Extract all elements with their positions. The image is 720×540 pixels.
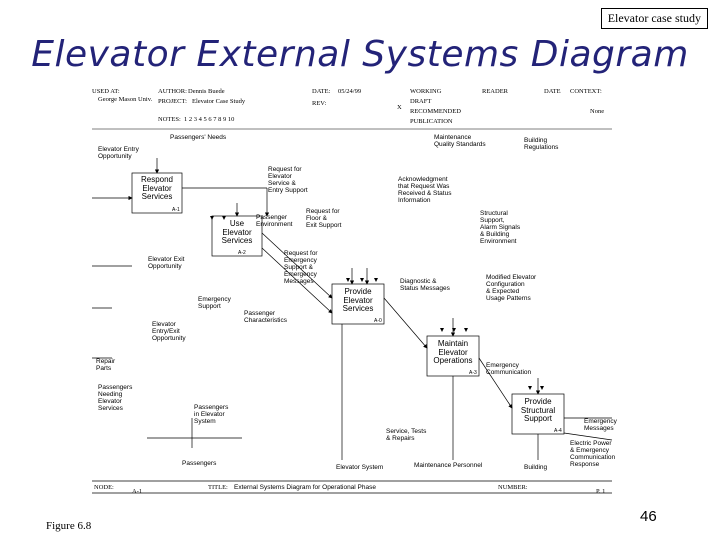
publication-label: PUBLICATION: [410, 118, 453, 125]
label-building-regulations: Building Regulations: [524, 137, 559, 151]
box-id-a4: A-4: [554, 428, 562, 434]
box-id-a0: A-0: [374, 318, 382, 324]
label-elevator-entry-exit: Elevator Entry/Exit Opportunity: [152, 321, 186, 342]
label-elevator-entry-opportunity: Elevator Entry Opportunity: [98, 146, 139, 160]
date-label: DATE:: [312, 88, 331, 95]
label-building: Building: [524, 464, 548, 471]
title-label: TITLE:: [208, 484, 228, 491]
box-id-a3: A-3: [469, 370, 477, 376]
label-emergency-messages: Emergency Messages: [584, 418, 617, 432]
provide-structural-support-label: Provide Structural Support: [520, 397, 556, 423]
title-value: External Systems Diagram for Operational Phase: [234, 484, 376, 491]
label-acknowledgment: Acknowledgment that Request Was Received & Status Information: [398, 176, 452, 204]
label-request-for-elevator-service: Request for Elevator Service & Entry Support: [268, 166, 308, 194]
label-electric-power: Electric Power & Emergency Communication Response: [570, 440, 616, 468]
author-label: AUTHOR:: [158, 88, 187, 95]
provide-elevator-services-label: Provide Elevator Services: [342, 287, 374, 313]
recommended-label: RECOMMENDED: [410, 108, 461, 115]
label-request-emergency: Request for Emergency Support & Emergency Messages: [284, 250, 318, 285]
box-id-a2: A-2: [238, 250, 246, 256]
label-request-floor-exit: Request for Floor & Exit Support: [306, 208, 342, 229]
project-label: PROJECT:: [158, 98, 187, 105]
used-at-label: USED AT:: [92, 88, 120, 95]
rev-label: REV:: [312, 100, 327, 107]
label-maintenance-personnel: Maintenance Personnel: [414, 462, 483, 469]
label-passengers-needing: Passengers Needing Elevator Services: [98, 384, 133, 412]
context-value: None: [590, 108, 605, 115]
label-repair-parts: Repair Parts: [96, 358, 116, 372]
use-elevator-services-label: Use Elevator Services: [221, 219, 253, 245]
author-value: Dennis Buede: [188, 88, 225, 95]
working-label: WORKING: [410, 88, 442, 95]
project-value: Elevator Case Study: [192, 98, 246, 105]
page-number: 46: [640, 508, 657, 525]
label-emergency-communication: Emergency Communication: [486, 362, 532, 376]
label-maintenance-quality: Maintenance Quality Standards: [434, 134, 486, 148]
label-passenger-characteristics: Passenger Characteristics: [244, 310, 287, 324]
context-label: CONTEXT:: [570, 88, 602, 95]
label-diagnostic-messages: Diagnostic & Status Messages: [400, 278, 450, 292]
label-elevator-exit-opportunity: Elevator Exit Opportunity: [148, 256, 185, 270]
label-structural-support: Structural Support, Alarm Signals & Building Environment: [480, 210, 521, 245]
idef0-diagram: [92, 88, 622, 498]
label-emergency-support: Emergency Support: [198, 296, 231, 310]
box-id-a1: A-1: [172, 207, 180, 213]
date-value: 05/24/99: [338, 88, 362, 95]
notes-value: 1 2 3 4 5 6 7 8 9 10: [184, 116, 235, 123]
notes-label: NOTES:: [158, 116, 181, 123]
node-label: NODE:: [94, 484, 114, 491]
used-at-value: George Mason Univ.: [98, 96, 153, 103]
label-passengers-needs: Passengers' Needs: [170, 134, 227, 141]
label-passengers-in-system: Passengers in Elevator System: [194, 404, 229, 425]
number-label: NUMBER:: [498, 484, 528, 491]
label-passenger-environment: Passenger Environment: [256, 214, 293, 228]
figure-caption: Figure 6.8: [46, 520, 92, 532]
node-value: A-1: [132, 488, 143, 495]
label-modified-config: Modified Elevator Configuration & Expected Usage Patterns: [486, 274, 537, 302]
page-title: Elevator External Systems Diagram: [31, 34, 689, 75]
date2-label: DATE: [544, 88, 561, 95]
label-passengers: Passengers: [182, 460, 217, 467]
header-tag: Elevator case study: [601, 8, 708, 29]
number-value: P. 1: [596, 488, 606, 495]
draft-label: DRAFT: [410, 98, 432, 105]
reader-label: READER: [482, 88, 508, 95]
label-service-tests: Service, Tests & Repairs: [386, 428, 427, 442]
status-marker: X: [397, 104, 402, 111]
label-elevator-system: Elevator System: [336, 464, 384, 471]
maintain-elevator-operations-label: Maintain Elevator Operations: [433, 339, 473, 365]
respond-elevator-services-label: Respond Elevator Services: [140, 175, 174, 201]
